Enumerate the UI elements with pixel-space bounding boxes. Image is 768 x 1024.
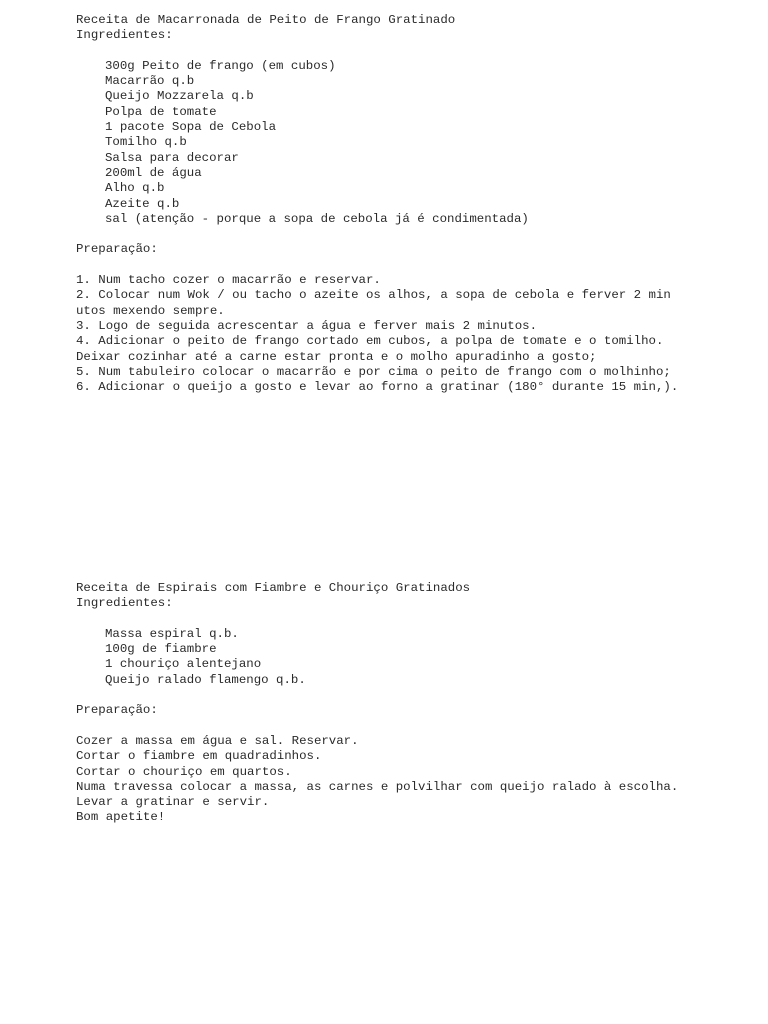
blank-line xyxy=(76,258,756,273)
ingredient-item: Macarrão q.b xyxy=(105,74,195,89)
preparation-steps xyxy=(76,734,756,826)
preparation-step: Cozer a massa em água e sal. Reservar. xyxy=(76,733,359,748)
ingredient-item: sal (atenção - porque a sopa de cebola já é condimentada) xyxy=(105,211,529,226)
preparation-heading: Preparação: xyxy=(76,703,158,718)
blank-line xyxy=(76,612,756,627)
ingredient-item: Alho q.b xyxy=(105,181,165,196)
preparation-step: 5. Num tabuleiro colocar o macarrão e por cima o peito de frango com o molhinho; xyxy=(76,364,671,379)
preparation-step: utos mexendo sempre. xyxy=(76,303,225,318)
ingredient-item: Azeite q.b xyxy=(105,196,180,211)
ingredients-list xyxy=(76,59,756,227)
ingredient-item: Polpa de tomate xyxy=(105,104,217,119)
recipe-espirais xyxy=(76,581,756,826)
recipe-macarronada xyxy=(76,13,756,395)
recipe-title: Receita de Espirais com Fiambre e Chouriço Gratinados xyxy=(76,581,471,595)
ingredient-item: Queijo Mozzarela q.b xyxy=(105,89,254,104)
blank-line xyxy=(76,227,756,242)
ingredient-item: Tomilho q.b xyxy=(105,135,187,150)
preparation-step: 1. Num tacho cozer o macarrão e reservar. xyxy=(76,273,381,288)
preparation-step: 2. Colocar num Wok / ou tacho o azeite os alhos, a sopa de cebola e ferver 2 min xyxy=(76,288,671,303)
ingredient-item: Salsa para decorar xyxy=(105,150,239,165)
blank-line xyxy=(76,44,756,59)
recipe-title: Receita de Macarronada de Peito de Frango Gratinado xyxy=(76,13,456,27)
ingredient-item: 1 pacote Sopa de Cebola xyxy=(105,120,277,135)
ingredient-item: 200ml de água xyxy=(105,165,202,180)
preparation-steps xyxy=(76,273,756,395)
ingredient-item: 100g de fiambre xyxy=(105,642,217,657)
preparation-step: 4. Adicionar o peito de frango cortado em cubos, a polpa de tomate e o tomilho. xyxy=(76,334,664,349)
preparation-step: Bom apetite! xyxy=(76,810,166,825)
preparation-step: 6. Adicionar o queijo a gosto e levar ao forno a gratinar (180° durante 15 min,). xyxy=(76,380,679,395)
blank-line xyxy=(76,719,756,734)
preparation-step: Numa travessa colocar a massa, as carnes e polvilhar com queijo ralado à escolha. xyxy=(76,779,679,794)
preparation-step: Cortar o fiambre em quadradinhos. xyxy=(76,749,322,764)
ingredients-list xyxy=(76,627,756,688)
blank-line xyxy=(76,688,756,703)
ingredient-item: Queijo ralado flamengo q.b. xyxy=(105,672,306,687)
preparation-step: Cortar o chouriço em quartos. xyxy=(76,764,292,779)
ingredient-item: 1 chouriço alentejano xyxy=(105,657,262,672)
ingredient-item: Massa espiral q.b. xyxy=(105,626,239,641)
ingredient-item: 300g Peito de frango (em cubos) xyxy=(105,58,336,73)
preparation-step: Levar a gratinar e servir. xyxy=(76,795,270,810)
preparation-step: 3. Logo de seguida acrescentar a água e ferver mais 2 minutos. xyxy=(76,318,538,333)
ingredients-heading: Ingredientes: xyxy=(76,596,173,611)
ingredients-heading: Ingredientes: xyxy=(76,28,173,43)
preparation-step: Deixar cozinhar até a carne estar pronta e o molho apuradinho a gosto; xyxy=(76,349,597,364)
preparation-heading: Preparação: xyxy=(76,242,158,257)
